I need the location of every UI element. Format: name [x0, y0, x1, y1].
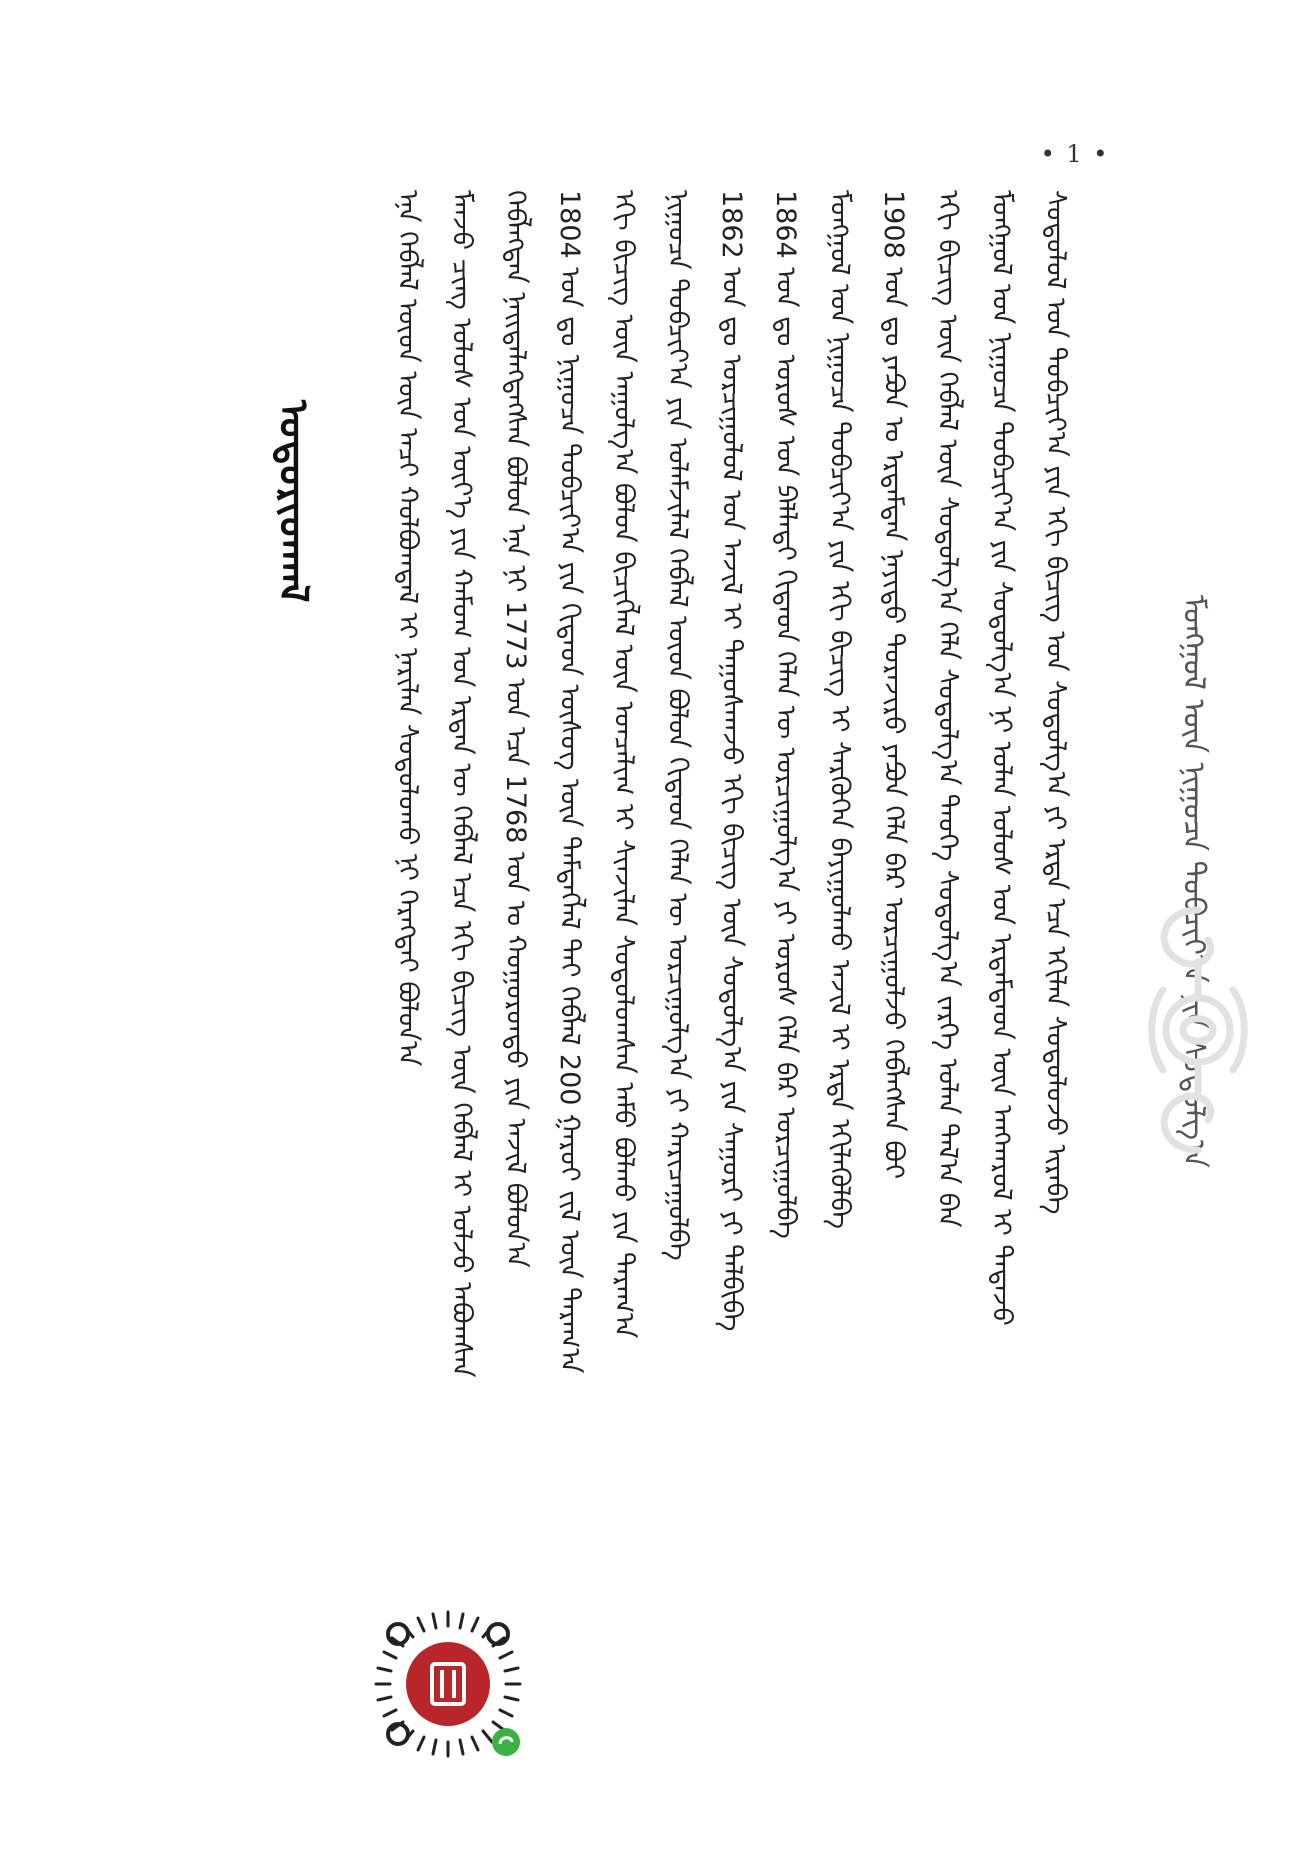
running-head-text: ᠮᠣᠩᠭᠣᠯ ᠦᠨ ᠨᠢᠭᠤᠴᠠ ᠲᠣᠪᠴᠢᠶ᠎ᠠ ᠶᠢᠨ ᠰᠤᠳᠤᠯᠭ᠎ᠠ: [1176, 595, 1211, 1168]
body-line: ᠡᠬᠢ ᠪᠢᠴᠢᠭ ᠦᠨ ᠬᠡᠪᠯᠡᠯ ᠦᠨ ᠰᠤᠳᠤᠯᠭ᠎ᠠ ᠬᠡᠯᠡ ᠰᠤᠳᠤᠯᠭ᠎ᠠ ᠲᠡᠦᠬᠡ ᠰᠤᠳᠤᠯᠭ᠎ᠠ ᠵᠡᠷᠭᠡ ᠤᠯᠠᠨ ᠲᠠᠯ᠎ᠠ ᠪᠠᠨ: [932, 190, 963, 1228]
chapter-title: [270, 400, 340, 740]
chapter-title-text: ᠤᠳᠤᠷᠢᠳᠬᠠᠯ: [270, 400, 316, 603]
body-line: ᠮᠣᠩᠭᠣᠯ ᠤᠨ ᠨᠢᠭᠤᠴᠠ ᠲᠣᠪᠴᠢᠶ᠎ᠠ ᠶᠢᠨ ᠡᠬᠢ ᠪᠢᠴᠢᠭ ᠢ ᠰᠡᠷᠭᠦᠭᠡᠨ ᠪᠠᠶᠢᠭᠤᠯᠬᠤ ᠠᠵᠢᠯ ᠢ ᠡᠷᠲᠡ ᠡᠬᠢᠯᠡᠭᠦᠯᠪᠡ: [824, 190, 855, 1229]
decorative-ornament-icon: [1143, 900, 1253, 1160]
body-line: ᠨᠢᠭᠤᠴᠠ ᠲᠣᠪᠴᠢᠶ᠎ᠠ ᠶᠢᠨ ᠤᠯᠠᠮᠵᠢᠯᠠᠯ ᠬᠡᠪᠯᠡᠯ ᠦᠳ ᠪᠣᠯᠤᠨ ᠬᠢᠲᠠᠳ ᠬᠡᠯᠡᠨ ᠦ ᠣᠷᠴᠢᠭᠤᠯᠭ᠎ᠠ ᠶᠢ ᠬᠠᠷᠢᠴᠠᠭᠤᠯᠪᠠ: [662, 190, 693, 1261]
body-text: [380, 190, 1100, 1670]
body-line: ᠡᠬᠢ ᠪᠢᠴᠢᠭ ᠦᠨ ᠠᠭᠤᠯᠭ᠎ᠠ ᠪᠣᠯᠤᠨ ᠪᠢᠴᠢᠭᠯᠡᠯ ᠦᠨ ᠣᠨᠴᠠᠯᠢᠭ ᠢ ᠰᠢᠨᠵᠢᠯᠡᠨ ᠰᠤᠳᠤᠯᠤᠭᠰᠠᠨ ᠠᠮᠤ ᠪᠣᠯᠬᠤ ᠶᠢᠨ ᠳᠠᠷᠠᠭ᠎ᠠ: [608, 190, 639, 1339]
body-line: ᠰᠤᠳᠤᠯᠤᠯ ᠤᠨ ᠲᠣᠪᠴᠢᠶ᠎ᠠ ᠶᠢᠨ ᠡᠬᠢ ᠪᠢᠴᠢᠭ ᠤᠨ ᠰᠤᠳᠤᠯᠭ᠎ᠠ ᠶᠢ ᠡᠷᠲᠡ ᠡᠴᠡ ᠡᠬᠢᠯᠡᠨ ᠰᠤᠳᠤᠯᠤᠵᠤ ᠢᠷᠡᠪᠡ: [1040, 190, 1071, 1215]
body-line: 1862 ᠣᠨ ᠳᠤ ᠣᠷᠴᠢᠭᠤᠯᠤᠯ ᠤᠨ ᠠᠵᠢᠯ ᠢ ᠳᠠᠭᠤᠰᠬᠠᠵᠤ ᠡᠬᠢ ᠪᠢᠴᠢᠭ ᠦᠨ ᠰᠤᠳᠤᠯᠭ᠎ᠠ ᠶᠢᠨ ᠰᠠᠭᠤᠷᠢ ᠶᠢ ᠲᠠᠯᠪᠢᠪᠠ: [716, 190, 747, 1332]
body-line: 1864 ᠣᠨ ᠳᠤ ᠣᠷᠣᠰ ᠤᠨ ᠫᠠᠯᠯᠠᠳᠢ ᠬᠢᠲᠠᠳ ᠬᠡᠯᠡᠨ ᠦ ᠣᠷᠴᠢᠭᠤᠯᠭ᠎ᠠ ᠶᠢ ᠣᠷᠣᠰ ᠬᠡᠯᠡ ᠪᠡᠷ ᠣᠷᠴᠢᠭᠤᠯᠪᠠ: [770, 190, 801, 1239]
page-number: • 1 •: [1040, 140, 1110, 168]
body-line: 1804 ᠣᠨ ᠳᠤ ᠨᠢᠭᠤᠴᠠ ᠲᠣᠪᠴᠢᠶ᠎ᠠ ᠶᠢᠨ ᠬᠢᠲᠠᠳ ᠦᠰᠦᠭ ᠦᠨ ᠲᠡᠮᠳᠡᠭᠯᠡᠯ ᠲᠡᠢ ᠬᠡᠪᠯᠡᠯ 200 ᠭᠠᠷᠤᠢ ᠵᠢᠯ ᠦᠨ ᠳᠠᠷᠠᠭ᠎ᠠ: [554, 190, 585, 1374]
body-line: 1908 ᠣᠨ ᠳᠤ ᠶᠠᠫᠣᠨ ᠤ ᠡᠷᠳᠡᠮᠲᠡᠨ ᠨᠠᠶᠢᠲᠣ ᠲᠣᠷᠠᠵᠢᠷᠣ ᠶᠠᠫᠣᠨ ᠬᠡᠯᠡ ᠪᠡᠷ ᠣᠷᠴᠢᠭᠤᠯᠵᠤ ᠬᠡᠪᠯᠡᠭᠰᠡᠨ ᠪᠤᠢ: [878, 190, 909, 1180]
body-line: ᠮᠠᠨᠵᠤ ᠴᠢᠩ ᠤᠯᠤᠰ ᠤᠨ ᠦᠶ᠎ᠡ ᠶᠢᠨ ᠬᠠᠮᠤᠭ ᠤᠨ ᠡᠷᠲᠡᠨ ᠦ ᠬᠡᠪᠯᠡᠯ ᠡᠴᠡ ᠡᠬᠢ ᠪᠢᠴᠢᠭ ᠦᠨ ᠬᠡᠪᠯᠡᠯ ᠢ ᠣᠯᠵᠤ ᠠᠪᠤᠭᠰᠠᠨ: [446, 190, 477, 1378]
body-line: ᠬᠡᠪᠯᠡᠭᠳᠡᠨ ᠨᠡᠢᠲᠡᠯᠡᠭᠳᠡᠭᠰᠡᠨ ᠪᠣᠯᠤᠨ ᠡᠨᠡ ᠨᠢ 1773 ᠣᠨ ᠡᠴᠡ 1768 ᠣᠨ ᠤ ᠬᠣᠭᠣᠷᠣᠨᠳᠤ ᠶᠢᠨ ᠠᠵᠢᠯ ᠪᠣᠯᠤᠨ᠎ᠠ: [500, 190, 531, 1268]
body-line: ᠡᠨᠡ ᠬᠡᠪᠯᠡᠯ ᠦᠳ ᠦᠨ ᠠᠴᠢ ᠬᠣᠯᠪᠣᠭᠳᠠᠯ ᠢ ᠨᠠᠷᠢᠯᠠᠨ ᠰᠤᠳᠤᠯᠤᠬᠤ ᠨᠢ ᠬᠡᠷᠡᠭᠲᠡᠢ ᠪᠣᠯᠤᠨ᠎ᠠ: [392, 190, 423, 1067]
body-line: ᠮᠣᠩᠭᠣᠯ ᠤᠨ ᠨᠢᠭᠤᠴᠠ ᠲᠣᠪᠴᠢᠶ᠎ᠠ ᠶᠢᠨ ᠰᠤᠳᠤᠯᠭ᠎ᠠ ᠨᠢ ᠣᠯᠠᠨ ᠤᠯᠤᠰ ᠤᠨ ᠡᠷᠳᠡᠮᠲᠡᠳ ᠦᠨ ᠠᠩᠬᠠᠷᠤᠯ ᠢ ᠲᠠᠲᠠᠵᠤ: [986, 190, 1017, 1326]
qr-code-badge-icon[interactable]: [368, 1604, 528, 1764]
